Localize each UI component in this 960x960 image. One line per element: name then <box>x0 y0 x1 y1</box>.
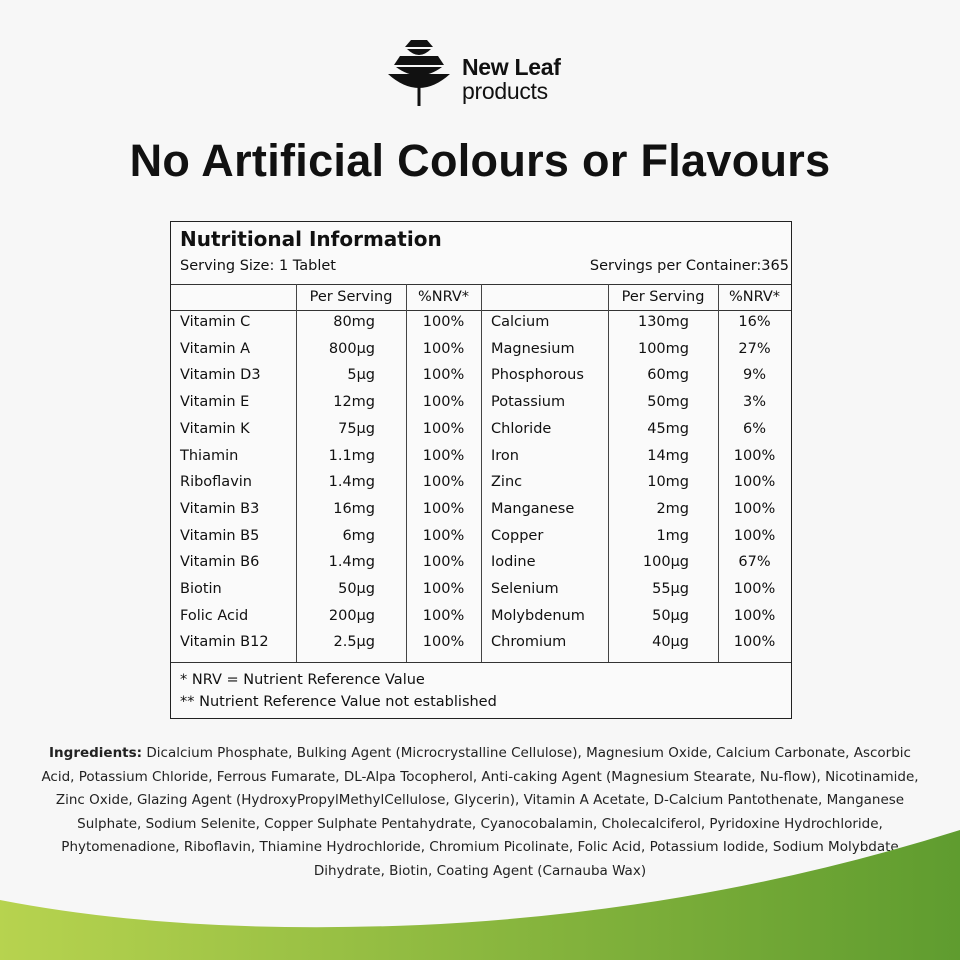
footnote-nrv: * NRV = Nutrient Reference Value <box>180 672 425 688</box>
nutrient-amount: 80mg <box>333 314 375 330</box>
nutrient-amount: 5µg <box>347 367 375 384</box>
header-nrv: %NRV* <box>417 289 470 305</box>
panel-title: Nutritional Information <box>180 227 442 251</box>
nutrient-nrv: 100% <box>733 581 776 597</box>
nutrient-amount: 1.4mg <box>328 554 375 571</box>
nutrient-amount: 200µg <box>328 607 375 624</box>
nutrient-name: Vitamin K <box>180 420 250 437</box>
nutrient-name: Calcium <box>491 314 550 330</box>
nutrient-name: Potassium <box>491 394 566 411</box>
nutrient-name: Iodine <box>491 554 536 571</box>
nutrient-name: Zinc <box>491 474 523 491</box>
nutrient-nrv: 67% <box>738 554 771 571</box>
nutrient-amount: 1mg <box>656 527 689 544</box>
ingredients-label: Ingredients: <box>49 745 143 761</box>
nutrient-amount: 2mg <box>656 500 689 517</box>
nutrient-nrv: 3% <box>742 394 766 411</box>
nutrient-amount: 6mg <box>342 527 375 544</box>
nutrient-nrv: 100% <box>422 581 465 597</box>
nutrient-amount: 100µg <box>642 554 689 571</box>
header-per-serving: Per Serving <box>309 289 393 305</box>
nutrient-amount: 16mg <box>333 500 375 517</box>
nutrient-amount: 130mg <box>637 314 689 330</box>
nutrient-name: Vitamin B5 <box>180 527 260 544</box>
nutrient-amount: 55µg <box>652 581 689 597</box>
header-nrv: %NRV* <box>728 289 781 305</box>
nutrient-nrv: 100% <box>422 634 465 651</box>
tree-leaf-logo-icon <box>386 38 452 108</box>
brand-subname: products <box>462 78 548 104</box>
nutrient-nrv: 100% <box>422 447 465 464</box>
nutrient-nrv: 100% <box>422 367 465 384</box>
nutrient-name: Vitamin B3 <box>180 500 260 517</box>
col-divider <box>481 284 482 662</box>
nutrient-name: Vitamin A <box>180 340 251 357</box>
nutrient-amount: 50mg <box>647 394 689 411</box>
nutrient-nrv: 100% <box>422 554 465 571</box>
servings-per-container: Servings per Container:365 <box>589 258 789 274</box>
nutrient-name: Biotin <box>180 581 222 597</box>
divider-footer <box>171 662 791 663</box>
nutrient-amount: 60mg <box>647 367 689 384</box>
nutrition-panel <box>170 221 792 719</box>
nutrient-nrv: 100% <box>422 607 465 624</box>
nutrient-nrv: 100% <box>422 314 465 330</box>
nutrient-amount: 50µg <box>652 607 689 624</box>
header-per-serving: Per Serving <box>621 289 705 305</box>
decorative-wave <box>0 830 960 960</box>
nutrient-amount: 75µg <box>338 420 375 437</box>
nutrient-name: Vitamin B12 <box>180 634 269 651</box>
nutrient-amount: 100mg <box>637 340 689 357</box>
nutrient-nrv: 27% <box>738 340 771 357</box>
nutrient-nrv: 100% <box>422 527 465 544</box>
nutrient-name: Folic Acid <box>180 607 249 624</box>
nutrient-nrv: 100% <box>422 420 465 437</box>
ingredients-list: Dicalcium Phosphate, Bulking Agent (Microcrystalline Cellulose), Magnesium Oxide, Calcium Carbonate, Ascorbic Acid, Potassium Chloride, Ferrous Fumarate, DL-Alpa Tocopherol, Anti-caking Agent (Magnesium Stearate, Nu-flow), Nicotinamide, Zinc Oxide, Glazing Agent (HydroxyPropylMethylCellulose, Glycerin), Vitamin A Acetate, D-Calcium Pantothenate, Manganese Sulphate, Sodium Selenite, Copper Sulphate Pentahydrate, Cyanocobalamin, Cholecalciferol, Pyridoxine Hydrochloride, Phytomenadione, Riboflavin, Thiamine Hydrochloride, Chromium Picolinate, Folic Acid, Potassium Iodide, Sodium Molybdate Dihydrate, Biotin, Coating Agent (Carnauba Wax) <box>41 745 919 879</box>
nutrient-name: Vitamin D3 <box>180 367 261 384</box>
nutrient-nrv: 100% <box>733 634 776 651</box>
nutrient-nrv: 100% <box>733 474 776 491</box>
nutrient-amount: 2.5µg <box>333 634 375 651</box>
nutrient-name: Selenium <box>491 581 559 597</box>
nutrient-amount: 800µg <box>328 340 375 357</box>
brand-name: New Leaf <box>462 54 561 80</box>
nutrient-nrv: 16% <box>738 314 771 330</box>
nutrient-nrv: 100% <box>422 394 465 411</box>
nutrient-amount: 10mg <box>647 474 689 491</box>
nutrient-nrv: 100% <box>733 527 776 544</box>
nutrient-amount: 50µg <box>338 581 375 597</box>
nutrient-nrv: 100% <box>422 500 465 517</box>
footnote-not-established: ** Nutrient Reference Value not established <box>180 694 497 710</box>
brand-logo <box>386 38 586 108</box>
nutrient-amount: 1.1mg <box>328 447 375 464</box>
nutrient-name: Copper <box>491 527 544 544</box>
nutrient-name: Magnesium <box>491 340 575 357</box>
nutrient-nrv: 100% <box>733 607 776 624</box>
nutrient-name: Thiamin <box>180 447 239 464</box>
nutrient-nrv: 6% <box>742 420 766 437</box>
nutrient-amount: 1.4mg <box>328 474 375 491</box>
nutrient-nrv: 9% <box>742 367 766 384</box>
nutrient-name: Vitamin B6 <box>180 554 260 571</box>
nutrient-name: Manganese <box>491 500 575 517</box>
nutrient-nrv: 100% <box>422 474 465 491</box>
nutrient-amount: 40µg <box>652 634 689 651</box>
nutrient-name: Phosphorous <box>491 367 584 384</box>
nutrient-amount: 12mg <box>333 394 375 411</box>
nutrient-amount: 14mg <box>647 447 689 464</box>
page-headline: No Artificial Colours or Flavours <box>129 135 831 186</box>
nutrient-name: Chromium <box>491 634 567 651</box>
nutrient-nrv: 100% <box>733 447 776 464</box>
nutrient-name: Riboflavin <box>180 474 252 491</box>
serving-size: Serving Size: 1 Tablet <box>180 258 336 274</box>
nutrient-name: Molybdenum <box>491 607 585 624</box>
nutrient-name: Chloride <box>491 420 552 437</box>
nutrient-name: Vitamin E <box>180 394 250 411</box>
nutrient-nrv: 100% <box>422 340 465 357</box>
nutrient-nrv: 100% <box>733 500 776 517</box>
nutrient-amount: 45mg <box>647 420 689 437</box>
nutrient-name: Vitamin C <box>180 314 251 330</box>
nutrient-name: Iron <box>491 447 519 464</box>
